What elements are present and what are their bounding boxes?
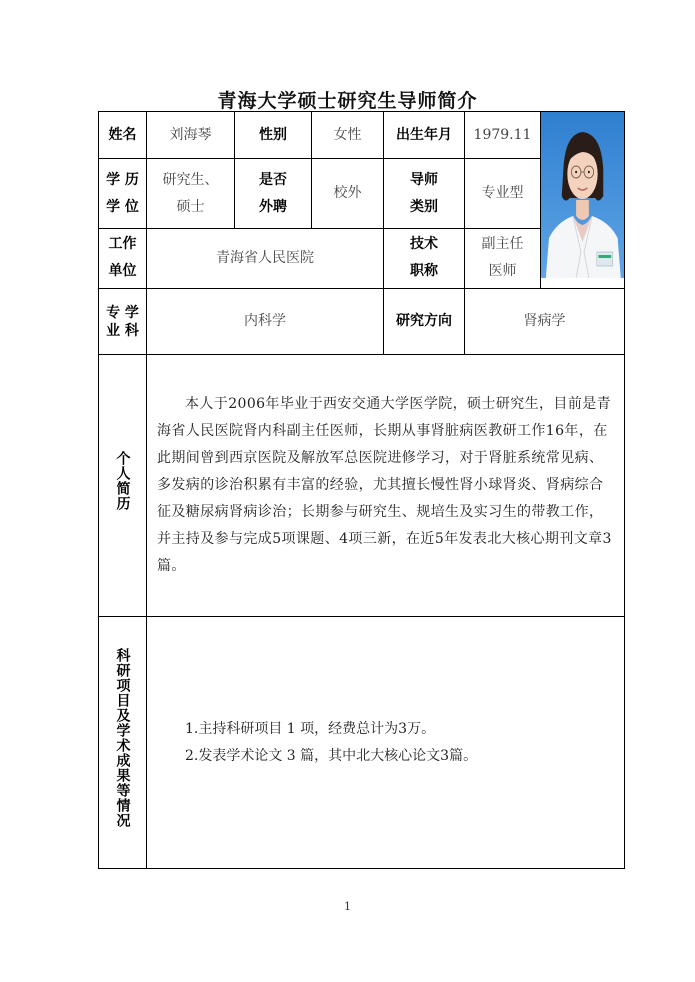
major-label-line1: 专 学	[106, 304, 139, 321]
document-title: 青海大学硕士研究生导师简介	[217, 90, 478, 112]
tutor-type-label-line2: 类别	[410, 198, 438, 215]
research-content	[147, 617, 625, 869]
birth-value: 1979.11	[465, 112, 541, 159]
profile-text: 本人于2006年毕业于西安交通大学医学院，硕士研究生，目前是青海省人民医院肾内科副主任医师，长期从事肾脏病医教研工作16年，在此期间曾到西京医院及解放军总医院进修学习，对于肾脏系统常见病、多发病的诊治积累有丰富的经验，尤其擅长慢性肾小球肾炎、肾病综合征及糖尿病肾病诊治；长期参与研究生、规培生及实习生的带教工作，并主持及参与完成5项课题、4项三新，在近5年发表北大核心期刊文章3篇。	[147, 355, 625, 617]
research-item-2: 2.发表学术论文 3 篇，其中北大核心论文3篇。	[185, 747, 478, 764]
name-value: 刘海琴	[147, 112, 235, 159]
profile-label-cell	[99, 355, 147, 617]
gender-label: 性别	[235, 112, 312, 159]
education-value	[147, 159, 235, 229]
name-label: 姓名	[99, 112, 147, 159]
tutor-info-table	[98, 111, 625, 869]
major-value: 内科学	[147, 289, 384, 355]
profile-label: 个人简历	[114, 450, 131, 511]
external-label-line1: 是否	[259, 171, 287, 188]
research-label: 科研项目及学术成果等情况	[114, 647, 131, 828]
tutor-type-label-line1: 导师	[410, 171, 438, 188]
tech-title-value-line1: 副主任	[481, 236, 524, 253]
tech-title-value	[465, 228, 541, 288]
external-label	[235, 159, 312, 229]
tutor-type-value: 专业型	[465, 159, 541, 229]
tutor-type-label	[384, 159, 465, 229]
work-unit-label-line1: 工作	[108, 236, 137, 253]
tech-title-label	[384, 228, 465, 288]
tech-title-label-line2: 职称	[410, 263, 438, 280]
tutor-photo	[541, 112, 624, 278]
education-label-line1: 学 历	[106, 171, 139, 188]
external-label-line2: 外聘	[259, 198, 287, 215]
gender-value: 女性	[312, 112, 384, 159]
major-label	[99, 289, 147, 355]
major-label-line2: 业 科	[106, 322, 139, 339]
work-unit-value: 青海省人民医院	[147, 228, 384, 288]
birth-label: 出生年月	[384, 112, 465, 159]
education-value-line1: 研究生、	[162, 171, 219, 188]
work-unit-label-line2: 单位	[108, 263, 137, 280]
research-direction-value: 肾病学	[465, 289, 625, 355]
work-unit-label	[99, 228, 147, 288]
education-label-line2: 学 位	[106, 198, 139, 215]
research-item-1: 1.主持科研项目 1 项，经费总计为3万。	[185, 720, 436, 737]
research-direction-label: 研究方向	[384, 289, 465, 355]
photo-cell	[541, 112, 625, 289]
external-value: 校外	[312, 159, 384, 229]
education-label	[99, 159, 147, 229]
education-value-line2: 硕士	[176, 198, 205, 215]
tech-title-value-line2: 医师	[488, 263, 517, 280]
tech-title-label-line1: 技术	[410, 236, 438, 253]
research-label-cell	[99, 617, 147, 869]
page-number: 1	[344, 900, 351, 913]
